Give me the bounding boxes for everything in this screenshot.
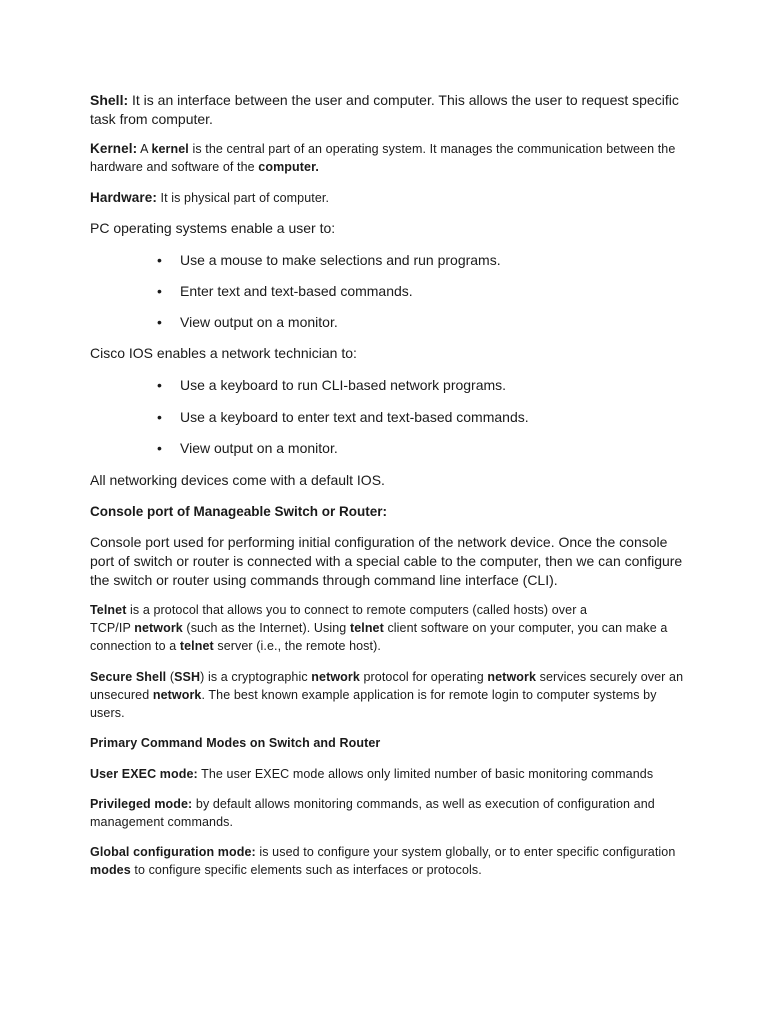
list-item-text: Enter text and text-based commands. bbox=[180, 283, 413, 299]
console-port-text: Console port used for performing initial configuration of the network device. Once the console port of switch or router is connected with a special cable to the computer, then we can configure the switch or router using commands through command line interface (CLI). bbox=[90, 534, 683, 588]
bullet-icon: • bbox=[157, 409, 162, 425]
global-config-term: Global configuration mode: bbox=[90, 845, 256, 859]
list-item bbox=[90, 408, 690, 427]
shell-text: It is an interface between the user and computer. This allows the user to request specific task from computer. bbox=[90, 92, 679, 127]
modes-word: modes bbox=[90, 863, 131, 877]
kernel-text-a: A bbox=[137, 142, 152, 156]
list-item-text: View output on a monitor. bbox=[180, 440, 338, 456]
bullet-icon: • bbox=[157, 377, 162, 393]
telnet-text-3: (such as the Internet). Using bbox=[182, 621, 350, 635]
list-item-text: Use a keyboard to enter text and text-based commands. bbox=[180, 409, 529, 425]
default-ios-text: All networking devices come with a default IOS. bbox=[90, 472, 385, 488]
ssh-text-4: services securely over an unsecured bbox=[90, 670, 684, 702]
list-item bbox=[90, 251, 690, 270]
privileged-definition bbox=[90, 795, 690, 831]
primary-modes-heading bbox=[90, 734, 690, 752]
network-word: network bbox=[487, 670, 537, 684]
kernel-definition bbox=[90, 140, 690, 176]
kernel-term: Kernel: bbox=[90, 141, 138, 156]
telnet-definition bbox=[90, 601, 690, 655]
bullet-icon: • bbox=[157, 252, 162, 268]
hardware-definition bbox=[90, 189, 690, 207]
bullet-icon: • bbox=[157, 440, 162, 456]
network-word: network bbox=[134, 621, 183, 635]
network-word: network bbox=[311, 670, 360, 684]
user-exec-definition bbox=[90, 765, 690, 783]
primary-modes-heading-text: Primary Command Modes on Switch and Router bbox=[90, 736, 381, 750]
list-item bbox=[90, 282, 690, 301]
list-item bbox=[90, 376, 690, 395]
cisco-ios-intro: Cisco IOS enables a network technician to: bbox=[90, 345, 357, 361]
document-page bbox=[90, 91, 690, 879]
computer-word: computer. bbox=[258, 160, 319, 174]
telnet-text-2: TCP/IP bbox=[90, 621, 135, 635]
ssh-definition bbox=[90, 668, 690, 722]
list-item bbox=[90, 439, 690, 458]
global-config-text-2: to configure specific elements such as interfaces or protocols. bbox=[130, 863, 482, 877]
telnet-word: telnet bbox=[179, 639, 214, 653]
ssh-text-1: ( bbox=[166, 670, 175, 684]
kernel-word: kernel bbox=[151, 142, 189, 156]
bullet-icon: • bbox=[157, 283, 162, 299]
ssh-text-3: protocol for operating bbox=[359, 670, 488, 684]
list-item bbox=[90, 313, 690, 332]
ssh-text-2: ) is a cryptographic bbox=[200, 670, 312, 684]
kernel-text: is the central part of an operating system. It manages the communication between the hardware and software of the bbox=[90, 142, 676, 174]
privileged-text: by default allows monitoring commands, as well as execution of configuration and management commands. bbox=[90, 797, 655, 829]
privileged-term: Privileged mode: bbox=[90, 797, 193, 811]
global-config-definition bbox=[90, 843, 690, 879]
user-exec-text: The user EXEC mode allows only limited number of basic monitoring commands bbox=[197, 767, 654, 781]
cisco-ios-bullet-list bbox=[90, 376, 690, 458]
telnet-text-4: client software on your computer, you can make a connection to a bbox=[90, 621, 668, 653]
telnet-word: telnet bbox=[349, 621, 384, 635]
list-item-text: Use a keyboard to run CLI-based network programs. bbox=[180, 377, 507, 393]
ssh-text-5: . The best known example application is for remote login to computer systems by users. bbox=[90, 688, 657, 720]
global-config-text-1: is used to configure your system globally, or to enter specific configuration bbox=[255, 845, 676, 859]
ssh-term: Secure Shell bbox=[90, 670, 167, 684]
network-word: network bbox=[152, 688, 202, 702]
hardware-text: It is physical part of computer. bbox=[156, 191, 330, 205]
telnet-text-5: server (i.e., the remote host). bbox=[213, 639, 381, 653]
list-item-text: View output on a monitor. bbox=[180, 314, 338, 330]
telnet-term: Telnet bbox=[90, 603, 127, 617]
shell-definition bbox=[90, 91, 690, 129]
ssh-word: SSH bbox=[174, 670, 201, 684]
console-port-heading bbox=[90, 502, 690, 521]
telnet-text-1: is a protocol that allows you to connect to remote computers (called hosts) over a bbox=[126, 603, 588, 617]
shell-term: Shell: bbox=[90, 92, 129, 108]
pc-os-intro: PC operating systems enable a user to: bbox=[90, 220, 336, 236]
list-item-text: Use a mouse to make selections and run programs. bbox=[180, 252, 501, 268]
bullet-icon: • bbox=[157, 314, 162, 330]
user-exec-term: User EXEC mode: bbox=[90, 767, 198, 781]
hardware-term: Hardware: bbox=[90, 190, 157, 205]
pc-os-bullet-list bbox=[90, 251, 690, 332]
console-heading-text: Console port of Manageable Switch or Router: bbox=[90, 504, 388, 519]
